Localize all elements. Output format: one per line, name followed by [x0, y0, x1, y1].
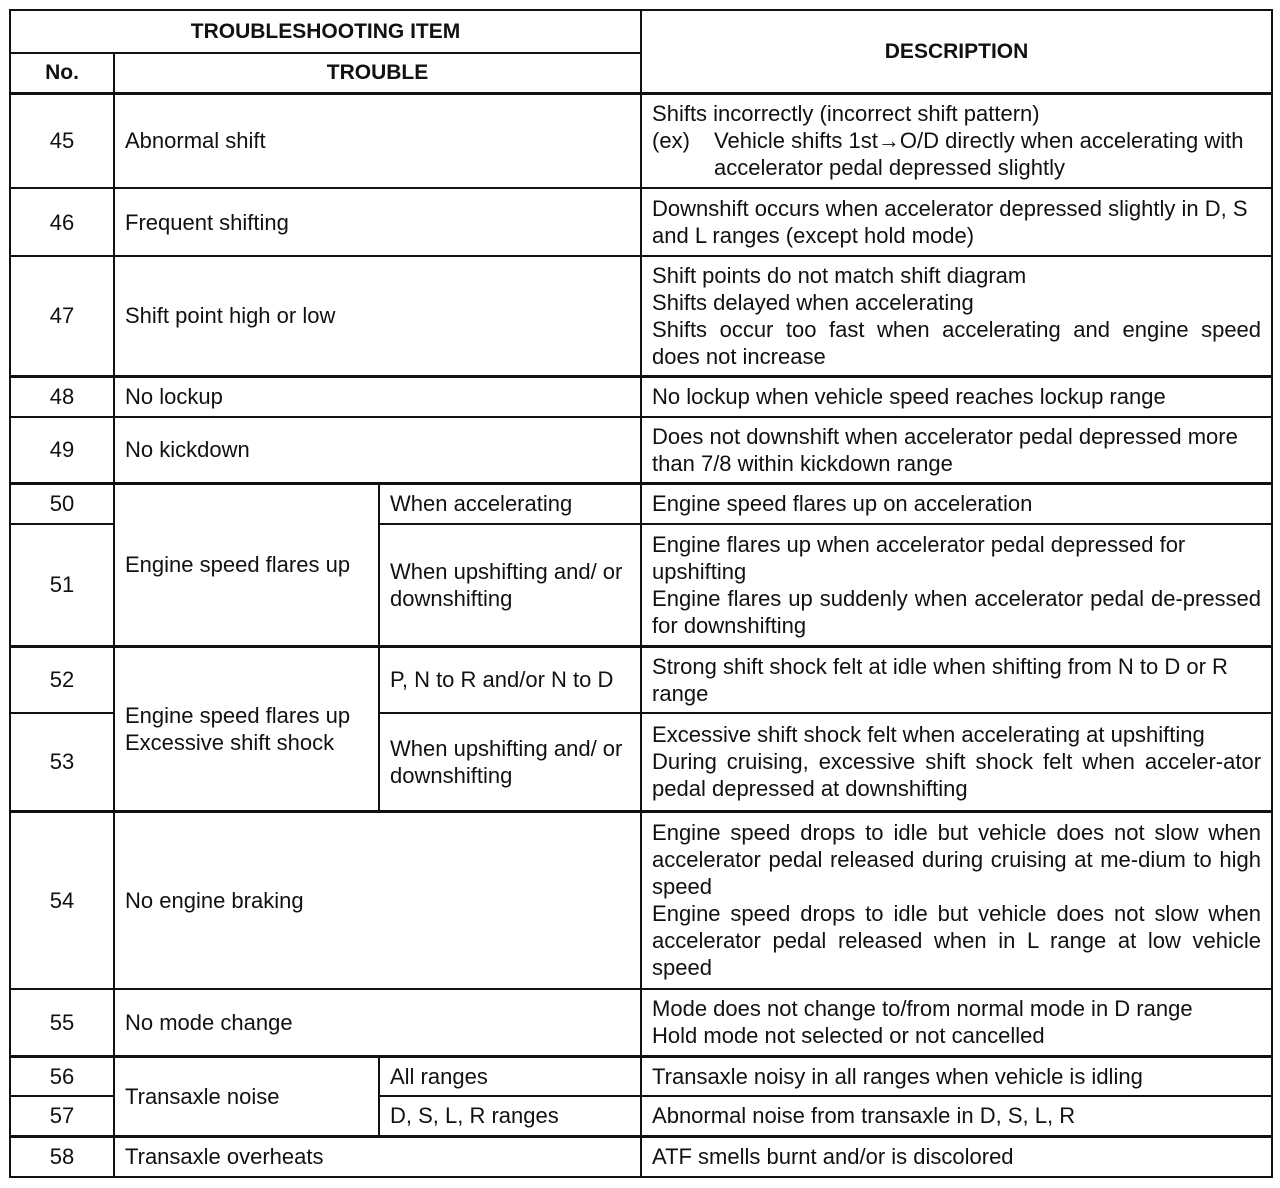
description-line: Shifts occur too fast when accelerating and engine speed does not increase: [652, 316, 1262, 369]
no-header: No.: [10, 53, 114, 93]
description-cell: Strong shift shock felt at idle when shifting from N to D or R range: [641, 646, 1272, 713]
trouble-line: Excessive shift shock: [125, 729, 335, 755]
description-cell: [641, 713, 1272, 811]
description-header: DESCRIPTION: [641, 10, 1272, 93]
trouble-cell: Abnormal shift: [114, 93, 641, 188]
row-number: 49: [10, 417, 114, 483]
sub-condition-cell: P, N to R and/or N to D: [379, 646, 641, 713]
troubleshooting-table: [9, 9, 1273, 1178]
row-number: 58: [10, 1136, 114, 1177]
row-number: 55: [10, 989, 114, 1056]
description-cell: [641, 256, 1272, 376]
description-line: Engine flares up suddenly when accelerator pedal de-pressed for downshifting: [652, 585, 1262, 638]
table-row: [10, 188, 1272, 256]
description-line: Excessive shift shock felt when accelerating at upshifting: [652, 722, 1205, 748]
sub-condition-cell: D, S, L, R ranges: [379, 1096, 641, 1136]
table-row: [10, 256, 1272, 376]
sub-condition-cell: When accelerating: [379, 483, 641, 524]
row-number: 54: [10, 811, 114, 989]
description-cell: Engine speed flares up on acceleration: [641, 483, 1272, 524]
sub-condition-cell: When upshifting and/ or downshifting: [379, 524, 641, 646]
row-number: 57: [10, 1096, 114, 1136]
trouble-cell: Transaxle noise: [114, 1056, 379, 1136]
description-cell: [641, 811, 1272, 989]
table-row: [10, 989, 1272, 1056]
table-row: [10, 1136, 1272, 1177]
table-row: [10, 811, 1272, 989]
example-tag: (ex): [652, 128, 690, 154]
trouble-cell: No engine braking: [114, 811, 641, 989]
trouble-cell: Shift point high or low: [114, 256, 641, 376]
description-line: Engine speed drops to idle but vehicle does not slow when accelerator pedal released when in L range at low vehicle speed: [652, 901, 1262, 981]
trouble-line: Engine speed flares up: [125, 702, 351, 728]
description-line: Engine flares up when accelerator pedal depressed for upshifting: [652, 531, 1186, 584]
description-line: Shifts incorrectly (incorrect shift pattern): [652, 101, 1040, 127]
table-row: [10, 1056, 1272, 1096]
description-cell: [641, 524, 1272, 646]
row-number: 56: [10, 1056, 114, 1096]
row-number: 50: [10, 483, 114, 524]
trouble-header: TROUBLE: [114, 53, 641, 93]
trouble-cell: No kickdown: [114, 417, 641, 483]
table-row: [10, 646, 1272, 713]
description-cell: Transaxle noisy in all ranges when vehicle is idling: [641, 1056, 1272, 1096]
description-cell: Abnormal noise from transaxle in D, S, L, R: [641, 1096, 1272, 1136]
description-line: Shifts delayed when accelerating: [652, 289, 974, 315]
description-line: Hold mode not selected or not cancelled: [652, 1023, 1045, 1049]
trouble-cell: Engine speed flares up: [114, 483, 379, 646]
row-number: 48: [10, 376, 114, 417]
trouble-cell: [114, 646, 379, 811]
description-cell: [641, 93, 1272, 188]
row-number: 46: [10, 188, 114, 256]
description-line: During cruising, excessive shift shock felt when acceler-ator pedal depressed at downshifting: [652, 749, 1262, 802]
trouble-cell: No mode change: [114, 989, 641, 1056]
trouble-cell: No lockup: [114, 376, 641, 417]
sub-condition-cell: All ranges: [379, 1056, 641, 1096]
description-cell: [641, 989, 1272, 1056]
row-number: 53: [10, 713, 114, 811]
trouble-cell: Frequent shifting: [114, 188, 641, 256]
trouble-cell: Transaxle overheats: [114, 1136, 641, 1177]
description-cell: ATF smells burnt and/or is discolored: [641, 1136, 1272, 1177]
troubleshooting-item-header: TROUBLESHOOTING ITEM: [10, 10, 641, 53]
table-row: [10, 483, 1272, 524]
table-row: [10, 376, 1272, 417]
row-number: 47: [10, 256, 114, 376]
description-line: Mode does not change to/from normal mode in D range: [652, 996, 1193, 1022]
row-number: 51: [10, 524, 114, 646]
sub-condition-cell: When upshifting and/ or downshifting: [379, 713, 641, 811]
row-number: 52: [10, 646, 114, 713]
table-row: [10, 417, 1272, 483]
table-row: [10, 93, 1272, 188]
description-line: Shift points do not match shift diagram: [652, 262, 1027, 288]
example-text: Vehicle shifts 1st→O/D directly when accelerating with accelerator pedal depressed slightly: [714, 128, 1244, 181]
description-cell: Does not downshift when accelerator pedal depressed more than 7/8 within kickdown range: [641, 417, 1272, 483]
description-cell: No lockup when vehicle speed reaches lockup range: [641, 376, 1272, 417]
example-line: [652, 127, 1261, 181]
row-number: 45: [10, 93, 114, 188]
header-row-1: [10, 10, 1272, 53]
description-cell: Downshift occurs when accelerator depressed slightly in D, S and L ranges (except hold mode): [641, 188, 1272, 256]
description-line: Engine speed drops to idle but vehicle does not slow when accelerator pedal released during cruising at me-dium to high speed: [652, 820, 1262, 900]
